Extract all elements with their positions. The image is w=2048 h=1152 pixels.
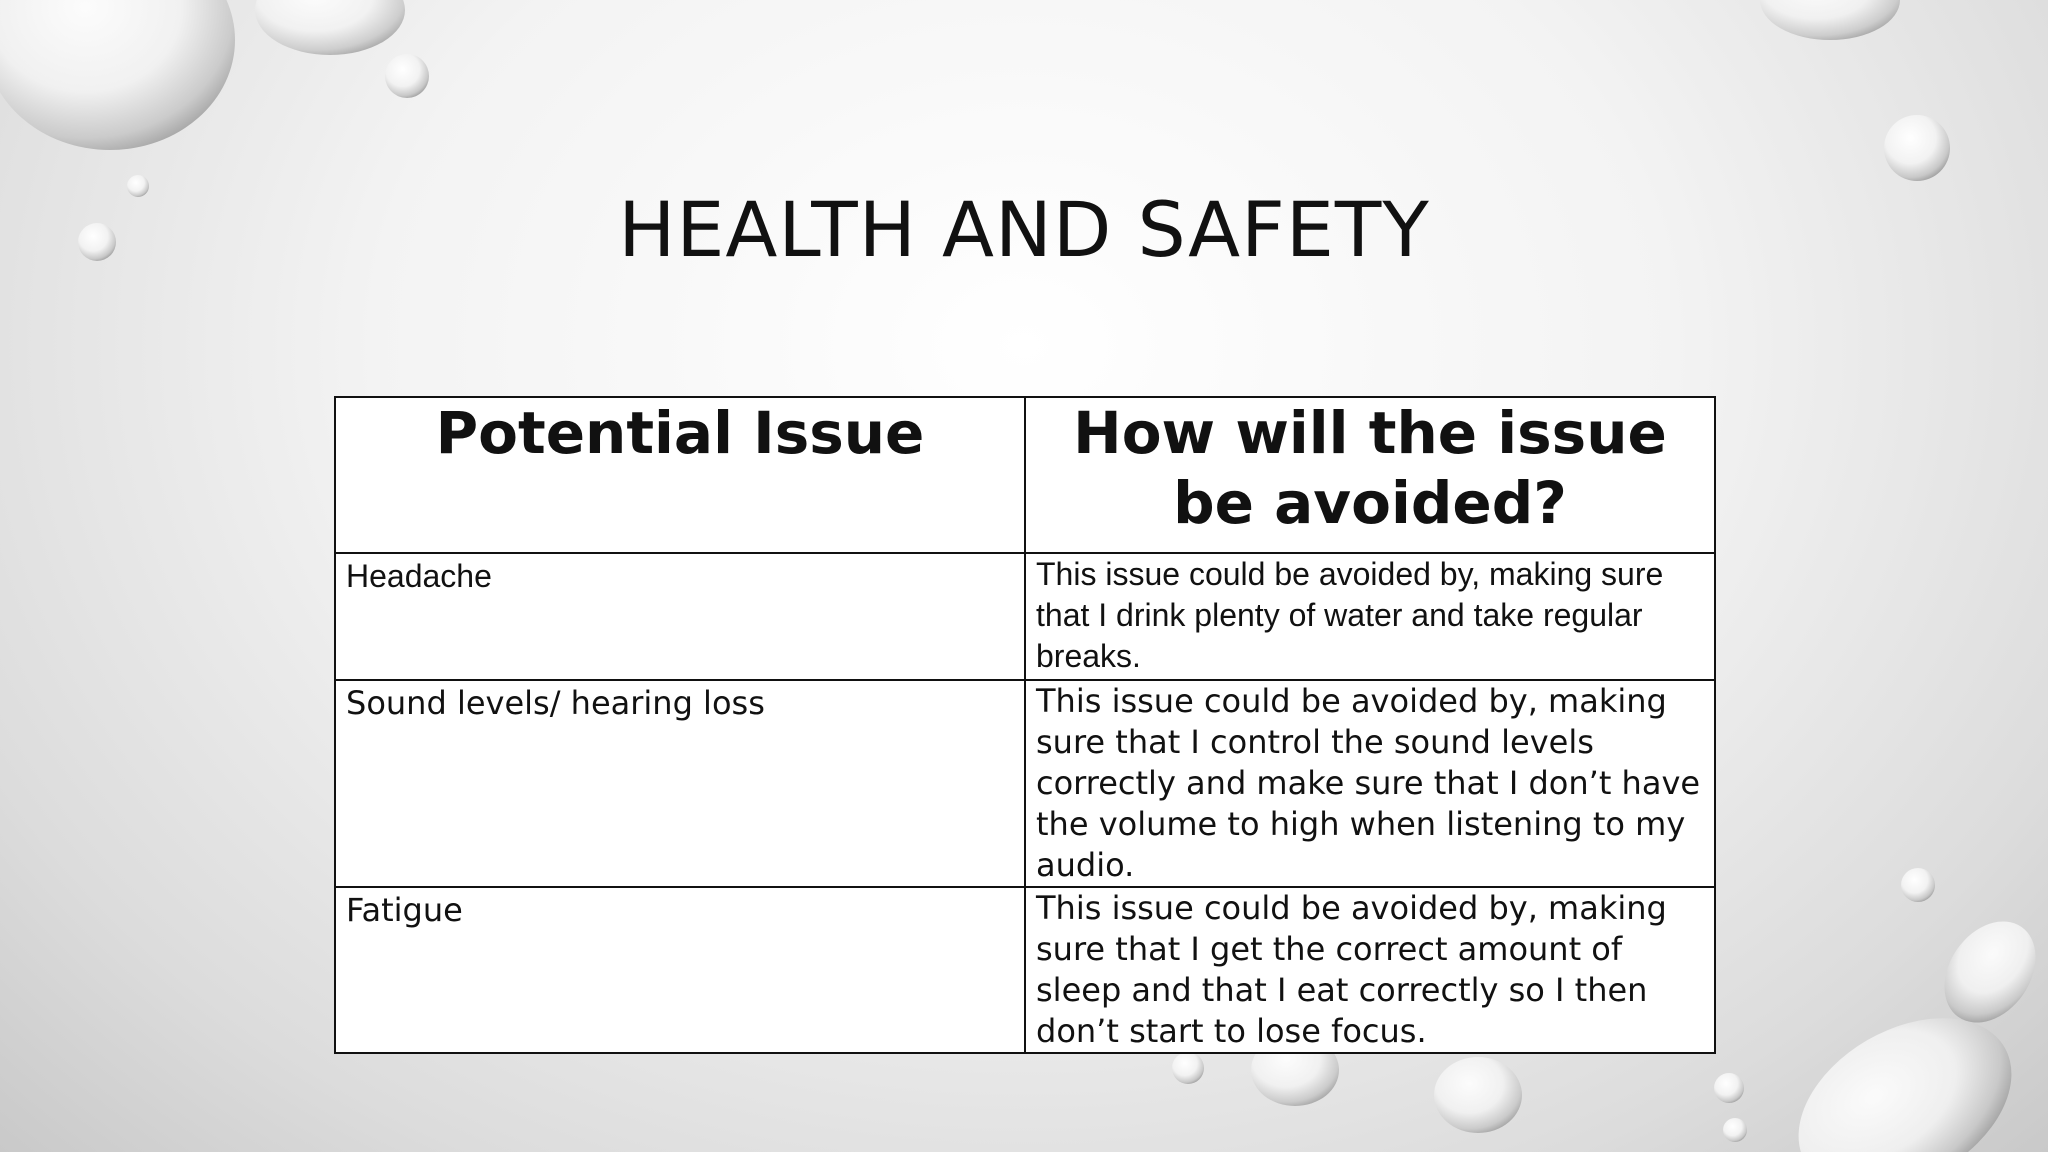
table-row [335, 680, 1715, 887]
avoidance-cell: This issue could be avoided by, making sure that I drink plenty of water and take regular breaks. [1025, 553, 1715, 680]
issue-cell: Headache [335, 553, 1025, 680]
water-drop [255, 0, 405, 55]
water-drop [1714, 1073, 1744, 1103]
table-row [335, 553, 1715, 680]
water-drop [1172, 1052, 1204, 1084]
issue-cell: Sound levels/ hearing loss [335, 680, 1025, 887]
table-header-row [335, 397, 1715, 553]
water-drop [1434, 1057, 1522, 1133]
table-row [335, 887, 1715, 1053]
issue-cell: Fatigue [335, 887, 1025, 1053]
water-drop [1760, 0, 1900, 40]
slide-title: HEALTH AND SAFETY [618, 185, 1430, 274]
avoidance-cell: This issue could be avoided by, making sure that I control the sound levels correctly and make sure that I don’t have the volume to high when listening to my audio. [1025, 680, 1715, 887]
water-drop [0, 0, 235, 150]
header-potential-issue: Potential Issue [335, 397, 1025, 553]
health-safety-table [334, 396, 1716, 1054]
water-drop [1884, 115, 1950, 181]
water-drop [385, 54, 429, 98]
water-drop [1723, 1118, 1747, 1142]
header-avoidance: How will the issue be avoided? [1025, 397, 1715, 553]
water-drop [1901, 868, 1935, 902]
avoidance-cell: This issue could be avoided by, making sure that I get the correct amount of sleep and that I eat correctly so I then don’t start to lose focus. [1025, 887, 1715, 1053]
